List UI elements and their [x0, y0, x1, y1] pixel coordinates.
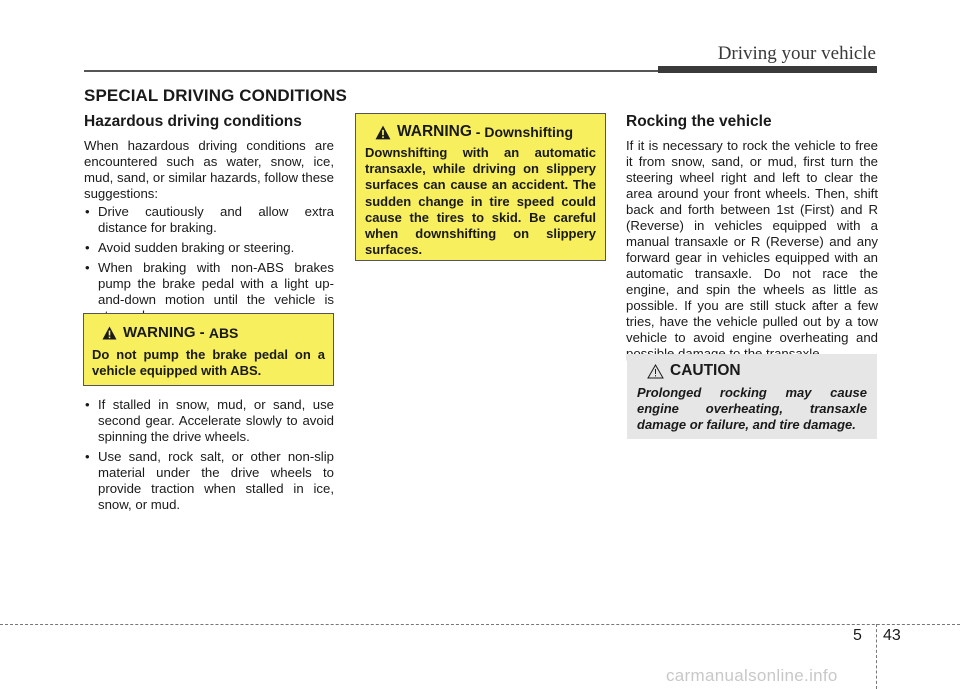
header-rule — [84, 70, 662, 72]
caution-label: CAUTION — [670, 362, 741, 379]
footer-rule — [0, 624, 960, 625]
hazardous-heading: Hazardous driving conditions — [84, 113, 302, 130]
caution-title — [637, 362, 867, 380]
hazardous-bullets-bottom — [84, 397, 334, 513]
chapter-number: 5 — [853, 627, 862, 644]
watermark: carmanualsonline.info — [666, 666, 838, 685]
rocking-body: If it is necessary to rock the vehicle to free it from snow, sand, or mud, first turn the steering wheel right and left to clear the area around your front wheels. Then, shift back and forth between 1st (First) and R (Reverse) in vehicles equipped with a manual transaxle or R (Reverse) and any forward gear in vehicles equipped with an automatic transaxle. Do not race the engine, and spin the wheels as little as possible. If you are still stuck after a few tries, have the vehicle pulled out by a tow vehicle to avoid engine overheating and — [626, 138, 878, 345]
warning-downshifting-body: Downshifting with an automatic transaxle, while driving on slippery surfaces can cause an accident. The sudden change in tire speed could cause the tires to skid. Be careful when downshifting on slippery surfaces. — [365, 145, 596, 258]
warning-downshifting-sublabel: - Downshifting — [471, 124, 574, 140]
warning-triangle-icon — [102, 326, 117, 340]
list-item: • Avoid sudden braking or steering. — [84, 240, 334, 256]
warning-triangle-icon — [375, 125, 391, 140]
hazardous-intro: When hazardous driving conditions are encountered such as water, snow, ice, mud, sand, or similar hazards, follow these suggestions: — [84, 138, 334, 201]
warning-abs-label: WARNING - — [123, 324, 209, 341]
hazardous-column — [84, 112, 334, 328]
rocking-column — [626, 112, 878, 362]
warning-downshifting-box — [355, 113, 606, 261]
warning-downshifting-label: WARNING — [397, 123, 472, 140]
footer-divider — [876, 624, 877, 689]
page-number: 43 — [883, 627, 901, 644]
header-bar — [658, 66, 877, 73]
warning-abs-sublabel: ABS — [208, 324, 239, 341]
warning-abs-box — [83, 313, 334, 386]
warning-abs-body: Do not pump the brake pedal on a vehicle equipped with ABS. — [92, 347, 325, 379]
rocking-heading: Rocking the vehicle — [626, 113, 772, 130]
list-item: • When braking with non-ABS brakes pump the brake pedal with a light up-and-down motion until the vehicle is — [84, 260, 334, 324]
caution-body: Prolonged rocking may cause engine overheating, transaxle damage or failure, and tire damage. — [637, 385, 867, 433]
list-item: • If stalled in snow, mud, or sand, use second gear. Accelerate slowly to avoid spinning the drive wheels. — [84, 397, 334, 445]
section-title: SPECIAL DRIVING CONDITIONS — [84, 86, 347, 105]
hazardous-bullets-top — [84, 204, 334, 324]
warning-abs-title — [92, 324, 325, 341]
warning-downshifting-title — [365, 123, 596, 141]
caution-triangle-icon — [647, 364, 664, 379]
hazardous-column-bottom — [84, 397, 334, 517]
page-header-title: Driving your vehicle — [717, 43, 876, 64]
list-item: • Use sand, rock salt, or other non-slip material under the drive wheels to provide traction when stalled in ice, snow, or mud. — [84, 449, 334, 513]
caution-box — [627, 354, 877, 439]
list-item: • Drive cautiously and allow extra distance for braking. — [84, 204, 334, 236]
